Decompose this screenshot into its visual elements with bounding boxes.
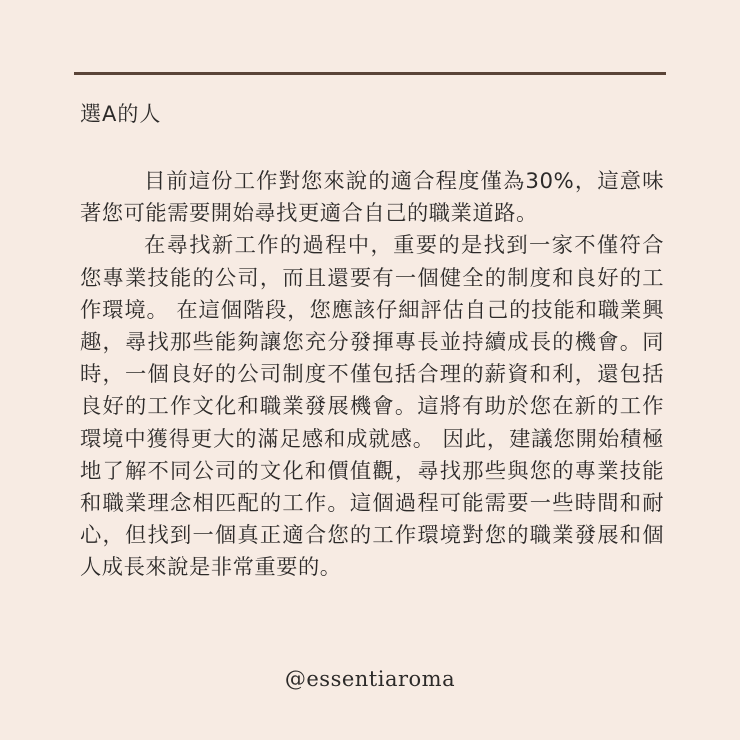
section-heading: 選A的人 [80,102,162,126]
top-divider [74,72,666,75]
paragraph-1: 目前這份工作對您來說的適合程度僅為30%，這意味著您可能需要開始尋找更適合自己的職業道路。 [80,169,664,227]
paragraph-2: 在尋找新工作的過程中，重要的是找到一家不僅符合您專業技能的公司，而且還要有一個健全的制度和良好的工作環境。 在這個階段，您應該仔細評估自己的技能和職業興趣，尋找那些能夠讓您充分發揮專長並持續成長的機會。同時，一個良好的公司制度不僅包括合理的薪資和利，還包括良好的工作文化和職業發展機會。這將有助於您在新的工作環境中獲得更大的滿足感和成就感。 因此，建議您開始積極地了解不同公司的文化和價值觀，尋找那些與您的專業技能和職業理念相匹配的工作。這個過程可能需要一些時間和耐心，但找到一個真正適合您的工作環境對您的職業發展和個人成長來說是非常重要的。 [80,233,664,581]
social-handle: @essentiaroma [284,667,456,691]
body-text [80,166,664,585]
